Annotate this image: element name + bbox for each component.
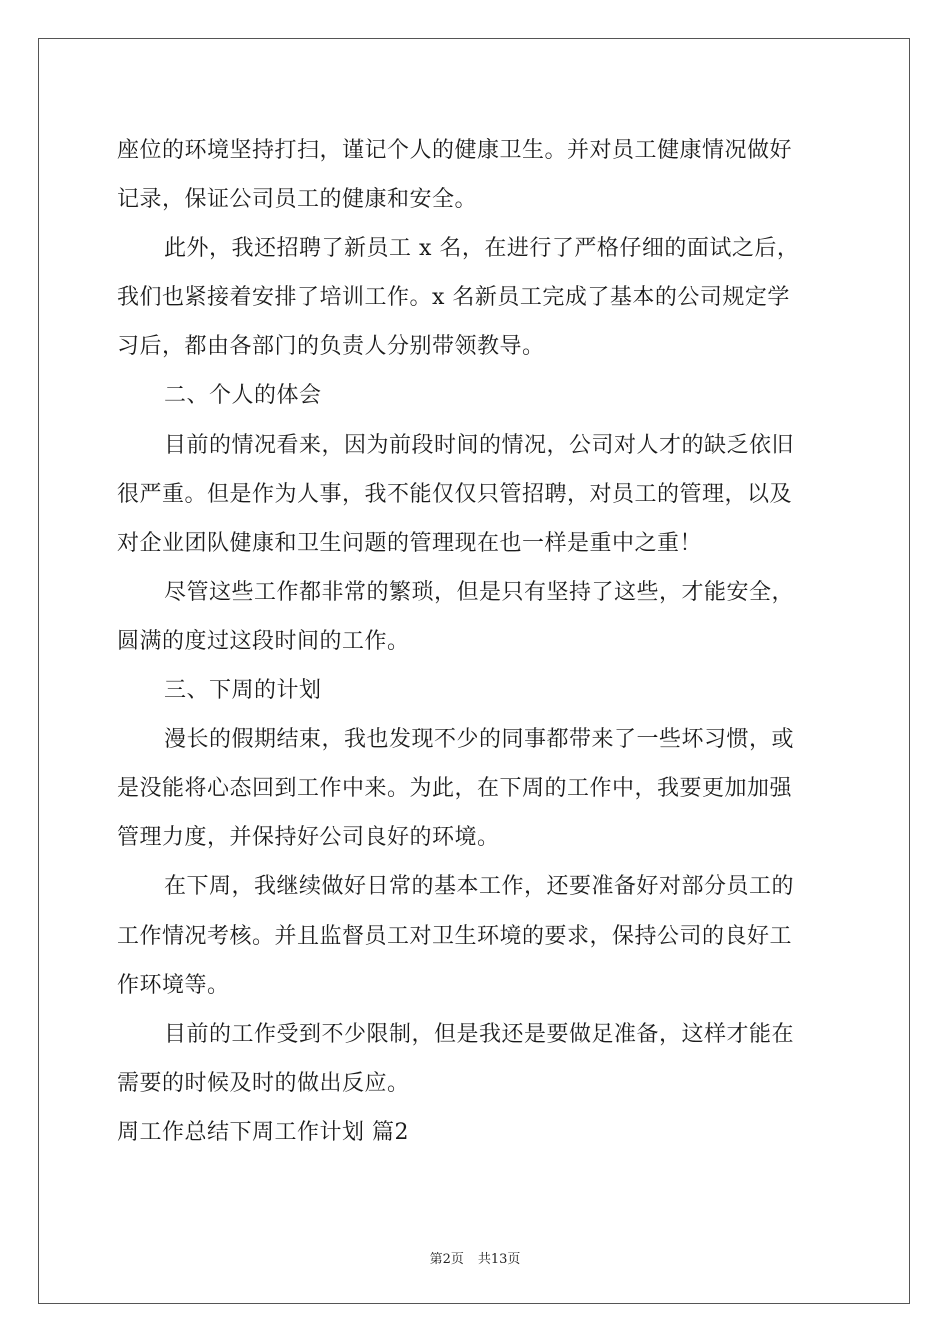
page-number: 第2页 (429, 1252, 464, 1267)
text-line: 对企业团队健康和卫生问题的管理现在也一样是重中之重！ (117, 530, 703, 556)
text-line: 尽管这些工作都非常的繁琐，但是只有坚持了这些，才能安全， (164, 579, 795, 605)
text-line: 圆满的度过这段时间的工作。 (117, 628, 410, 654)
text-line: 目前的情况看来，因为前段时间的情况，公司对人才的缺乏依旧 (164, 432, 795, 458)
text-line: 作环境等。 (117, 972, 230, 998)
text-line: 习后，都由各部门的负责人分别带领教导。 (117, 334, 545, 360)
text-line: 很严重。但是作为人事，我不能仅仅只管招聘，对员工的管理，以及 (117, 481, 793, 507)
text-line: 工作情况考核。并且监督员工对卫生环境的要求，保持公司的良好工 (117, 923, 793, 949)
article-title: 周工作总结下周工作计划 篇2 (117, 1119, 409, 1145)
section-heading: 三、下周的计划 (164, 678, 322, 704)
text-line: 漫长的假期结束，我也发现不少的同事都带来了一些坏习惯，或 (164, 727, 795, 753)
text-line: 是没能将心态回到工作中来。为此，在下周的工作中，我要更加加强 (117, 776, 793, 802)
page-total: 共13页 (477, 1252, 521, 1267)
text-line: 目前的工作受到不少限制，但是我还是要做足准备，这样才能在 (164, 1021, 795, 1047)
text-line: 管理力度，并保持好公司良好的环境。 (117, 825, 500, 851)
text-line: 记录，保证公司员工的健康和安全。 (117, 187, 478, 213)
text-line: 座位的环境坚持打扫，谨记个人的健康卫生。并对员工健康情况做好 (117, 138, 793, 163)
text-line: 在下周，我继续做好日常的基本工作，还要准备好对部分员工的 (164, 874, 795, 900)
text-line: 我们也紧接着安排了培训工作。x 名新员工完成了基本的公司规定学 (117, 285, 790, 311)
section-heading: 二、个人的体会 (164, 383, 322, 409)
text-line: 需要的时候及时的做出反应。 (117, 1070, 410, 1096)
document-body (117, 126, 833, 1157)
page-footer (0, 1248, 950, 1267)
text-line: 此外，我还招聘了新员工 x 名，在进行了严格仔细的面试之后， (164, 236, 800, 262)
